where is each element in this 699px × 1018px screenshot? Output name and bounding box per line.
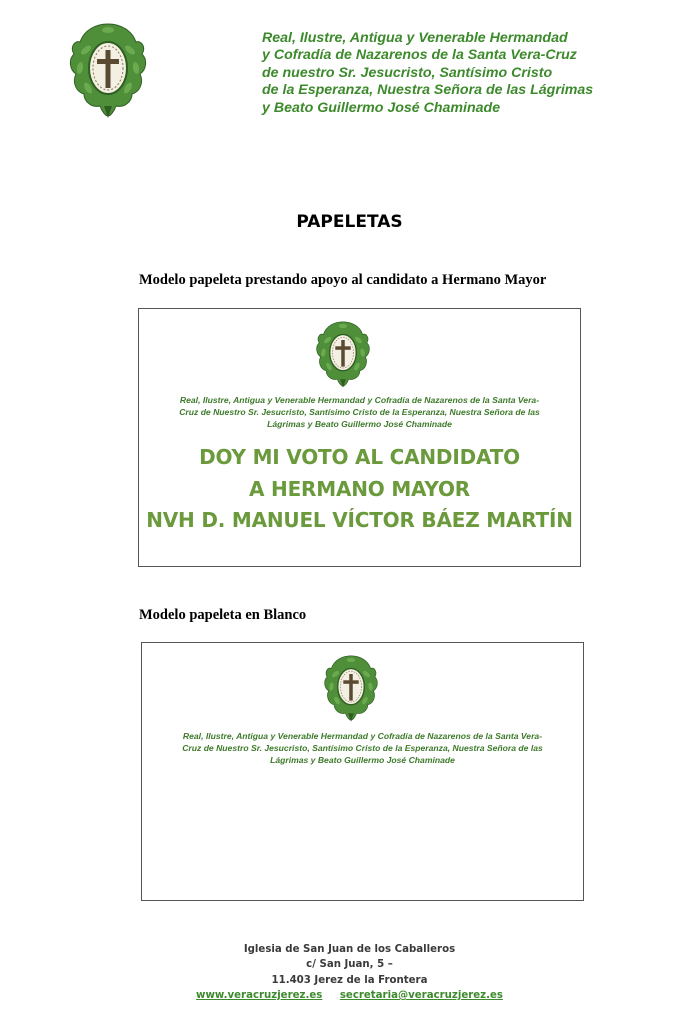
footer-church: Iglesia de San Juan de los Caballeros [243,944,456,955]
header-line: de la Esperanza, Nuestra Señora de las Lágrimas [262,82,594,99]
footer-address [0,942,699,1003]
website-link[interactable]: www.veracruzjerez.es [196,989,323,1001]
ballot-caption-support: Modelo papeleta prestando apoyo al candidato a Hermano Mayor [139,272,547,288]
candidate-name: NVH D. MANUEL VÍCTOR BÁEZ MARTÍN [146,508,573,532]
header-line: y Cofradía de Nazarenos de la Santa Vera-Cruz [262,47,577,64]
brotherhood-emblem-logo [311,319,375,389]
ballot-org-line: Real, Ilustre, Antigua y Venerable Hermandad y Cofradía de Nazarenos de la Santa Vera- [182,731,543,741]
brotherhood-name-header [262,30,682,117]
header-line: Real, Ilustre, Antigua y Venerable Hermandad [262,30,568,46]
footer-street: c/ San Juan, 5 – [306,959,393,971]
ballot-org-line: Cruz de Nuestro Sr. Jesucristo, Santísimo Cristo de la Esperanza, Nuestra Señora de las [182,742,543,753]
ballot-org-line: Real, Ilustre, Antigua y Venerable Hermandad y Cofradía de Nazarenos de la Santa Vera- [179,395,540,405]
footer-city: 11.403 Jerez de la Frontera [271,974,428,986]
page-title: PAPELETAS [296,212,403,232]
vote-statement-line: DOY MI VOTO AL CANDIDATO [199,445,520,469]
ballot-blank [141,642,584,901]
vote-statement-line: A HERMANO MAYOR [249,477,470,501]
brotherhood-emblem-logo [319,653,383,723]
header-line: de nuestro Sr. Jesucristo, Santísimo Cristo [262,64,553,81]
brotherhood-emblem-logo [66,20,150,120]
ballot-org-line: Lágrimas y Beato Guillermo José Chaminade [270,754,455,765]
header-line: y Beato Guillermo José Chaminade [262,99,501,116]
ballot-org-line: Cruz de Nuestro Sr. Jesucristo, Santísimo Cristo de la Esperanza, Nuestra Señora de las [179,406,540,417]
footer-links [0,988,699,1003]
ballot-support-candidate [138,308,581,567]
ballot-org-line: Lágrimas y Beato Guillermo José Chaminade [267,418,452,429]
ballot-brotherhood-name [145,395,574,430]
ballot-caption-blank: Modelo papeleta en Blanco [139,607,307,623]
ballot-brotherhood-name [148,731,577,766]
email-link[interactable]: secretaria@veracruzjerez.es [339,989,503,1001]
